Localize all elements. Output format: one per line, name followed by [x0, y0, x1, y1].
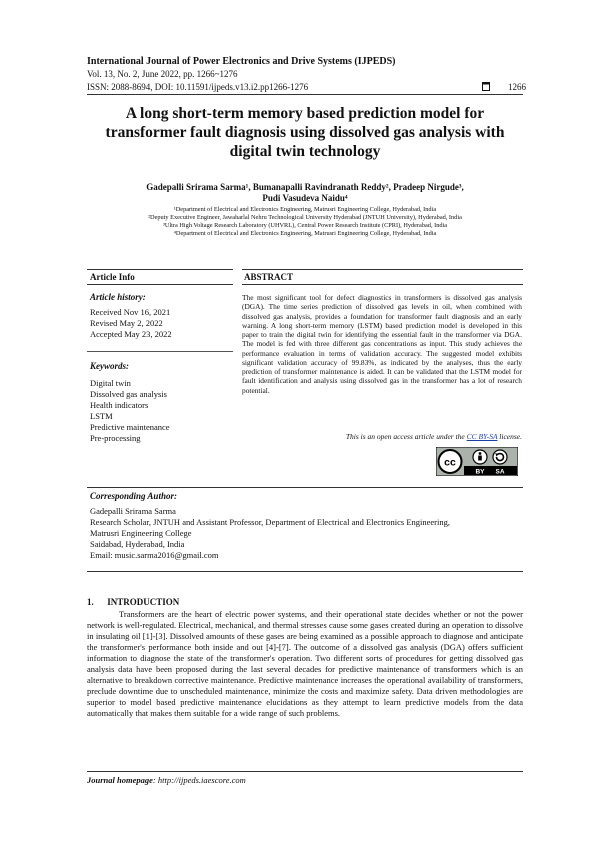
sa-share-icon [493, 450, 507, 464]
affiliation: ¹Department of Electrical and Electronics Engineering, Matrusri Engineering College, Hyderabad, India [173, 206, 437, 213]
title-line: transformer fault diagnosis using dissolved gas analysis with [105, 124, 505, 141]
cc-by-label: BY [475, 468, 485, 476]
introduction-heading: 1. INTRODUCTION [87, 597, 180, 607]
corr-line: Gadepalli Srirama Sarma [90, 506, 176, 516]
keyword: Health indicators [90, 400, 149, 410]
journal-homepage [87, 775, 246, 785]
corresponding-top-rule [87, 487, 523, 488]
corr-line: Matrusri Engineering College [90, 528, 192, 538]
history-item: Received Nov 16, 2021 [90, 307, 171, 317]
volume-info: Vol. 13, No. 2, June 2022, pp. 1266~1276 [87, 69, 238, 79]
article-info-top-rule [87, 269, 233, 270]
license-line [242, 432, 522, 441]
authors-line: Gadepalli Srirama Sarma¹, Bumanapalli Ravindranath Reddy², Pradeep Nirgude³, [146, 182, 464, 192]
keywords-rule [87, 351, 233, 352]
affiliation: ⁴Department of Electrical and Electronics Engineering, Matrusri Engineering College, Hyderabad, India [173, 230, 437, 237]
article-info-sub-rule [87, 284, 233, 285]
corresponding-bottom-rule [87, 571, 523, 572]
corr-line: Saidabad, Hyderabad, India [90, 539, 185, 549]
homepage-label: Journal homepage [87, 775, 153, 785]
keywords-heading: Keywords: [90, 361, 129, 371]
abstract-heading: ABSTRACT [244, 272, 294, 282]
affiliation: ³Ultra High Voltage Research Laboratory (UHVRL), Central Power Research Institute (CPRI), Hyderabad, India [162, 222, 448, 229]
issn-doi: ISSN: 2088-8694, DOI: 10.11591/ijpeds.v13.i2.pp1266-1276 [87, 82, 309, 92]
footer-rule [87, 771, 523, 772]
document-icon [482, 82, 490, 91]
keyword: Pre-processing [90, 433, 141, 443]
license-suffix: license. [497, 432, 522, 441]
paper-title [87, 104, 523, 161]
page-number: 1266 [508, 82, 526, 92]
corresponding-details [90, 506, 526, 561]
journal-name: International Journal of Power Electronics and Drive Systems (IJPEDS) [87, 56, 396, 67]
article-info-heading: Article Info [90, 272, 135, 282]
cc-icon: cc [444, 456, 456, 469]
affiliation: ²Deputy Executive Engineer, Jawaharlal Nehru Technological University Hyderabad (JNTUH University), Hyderabad, India [148, 214, 462, 221]
header-rule [87, 94, 523, 95]
corresponding-heading: Corresponding Author: [90, 491, 177, 501]
cc-by-sa-badge[interactable] [436, 447, 518, 476]
abstract-text: The most significant tool for defect diagnostics in transformers is dissolved gas analysis (DGA). The time series prediction of dissolved gas levels in oil, when combined with dissolved gas analysis, provides a foundation for transformer fault diagnosis and an early warning. A long short-term memory (LSTM) based prediction model is developed in this paper to train the digital twin for identifying the essential fault in the transformer via DGA. The model is fed with three different gas concentrations as input. This study achieves the performance evaluation in terms of validation accuracy. The suggested model exhibits significant validation accuracy of 99.83%, as indicated by the analyses, thus the early prediction of transformer maintenance is aided. It can be validated that the LSTM model for fault identification and analysis using dissolved gas in the transformer has a lot of research potential. [242, 293, 522, 395]
title-line: digital twin technology [229, 143, 381, 160]
article-history-heading: Article history: [90, 292, 146, 302]
history-item: Revised May 2, 2022 [90, 318, 163, 328]
history-item: Accepted May 23, 2022 [90, 329, 172, 339]
title-line: A long short-term memory based prediction model for [125, 105, 485, 122]
keyword: LSTM [90, 411, 113, 421]
authors-line: Pudi Vasudeva Naidu⁴ [262, 193, 348, 203]
homepage-url[interactable]: : http://ijpeds.iaescore.com [152, 775, 246, 785]
abstract-top-rule [242, 269, 523, 270]
keyword: Digital twin [90, 378, 131, 388]
keyword: Predictive maintenance [90, 422, 170, 432]
cc-by-sa-link[interactable]: CC BY-SA [466, 432, 498, 441]
corr-line: Research Scholar, JNTUH and Assistant Professor, Department of Electrical and Electronics Engineering, [90, 517, 450, 527]
corr-email: Email: music.sarma2016@gmail.com [90, 550, 219, 560]
authors [87, 182, 523, 204]
abstract-sub-rule [242, 284, 523, 285]
article-history [90, 307, 172, 340]
keyword: Dissolved gas analysis [90, 389, 167, 399]
keywords-list [90, 378, 170, 444]
license-prefix: This is an open access article under the [345, 432, 467, 441]
cc-sa-label: SA [495, 468, 505, 476]
introduction-text: Transformers are the heart of electric power systems, and their operational state decides whether or not the power network is well-regulated. Electrical, mechanical, and thermal stresses cause some gases created during an operation to dissolve in insulating oil [1]-[3]. Dissolved amounts of these gases are being examined as a possible approach to diagnose and anticipate the transformer's performance both inside and out [4]-[7]. The outcome of a dissolved gas analysis (DGA) offers sufficient information to diagnose the state of the transformer's operation. Two different sorts of procedures for getting dissolved gas analysis data have been proposed during the last several decades for predictive maintenance of transformers which is an alternative to breakdown corrective maintenance. Predictive maintenance increases the operational availability of transformers, preclude downtime due to unscheduled maintenance, minimize the costs and maximize safety. Data driven methodologies are superior to model based predictive maintenance elucidations as they attempt to learn predictive models from the data automatically that makes them suitable for a wide range of such problems. [87, 609, 523, 718]
